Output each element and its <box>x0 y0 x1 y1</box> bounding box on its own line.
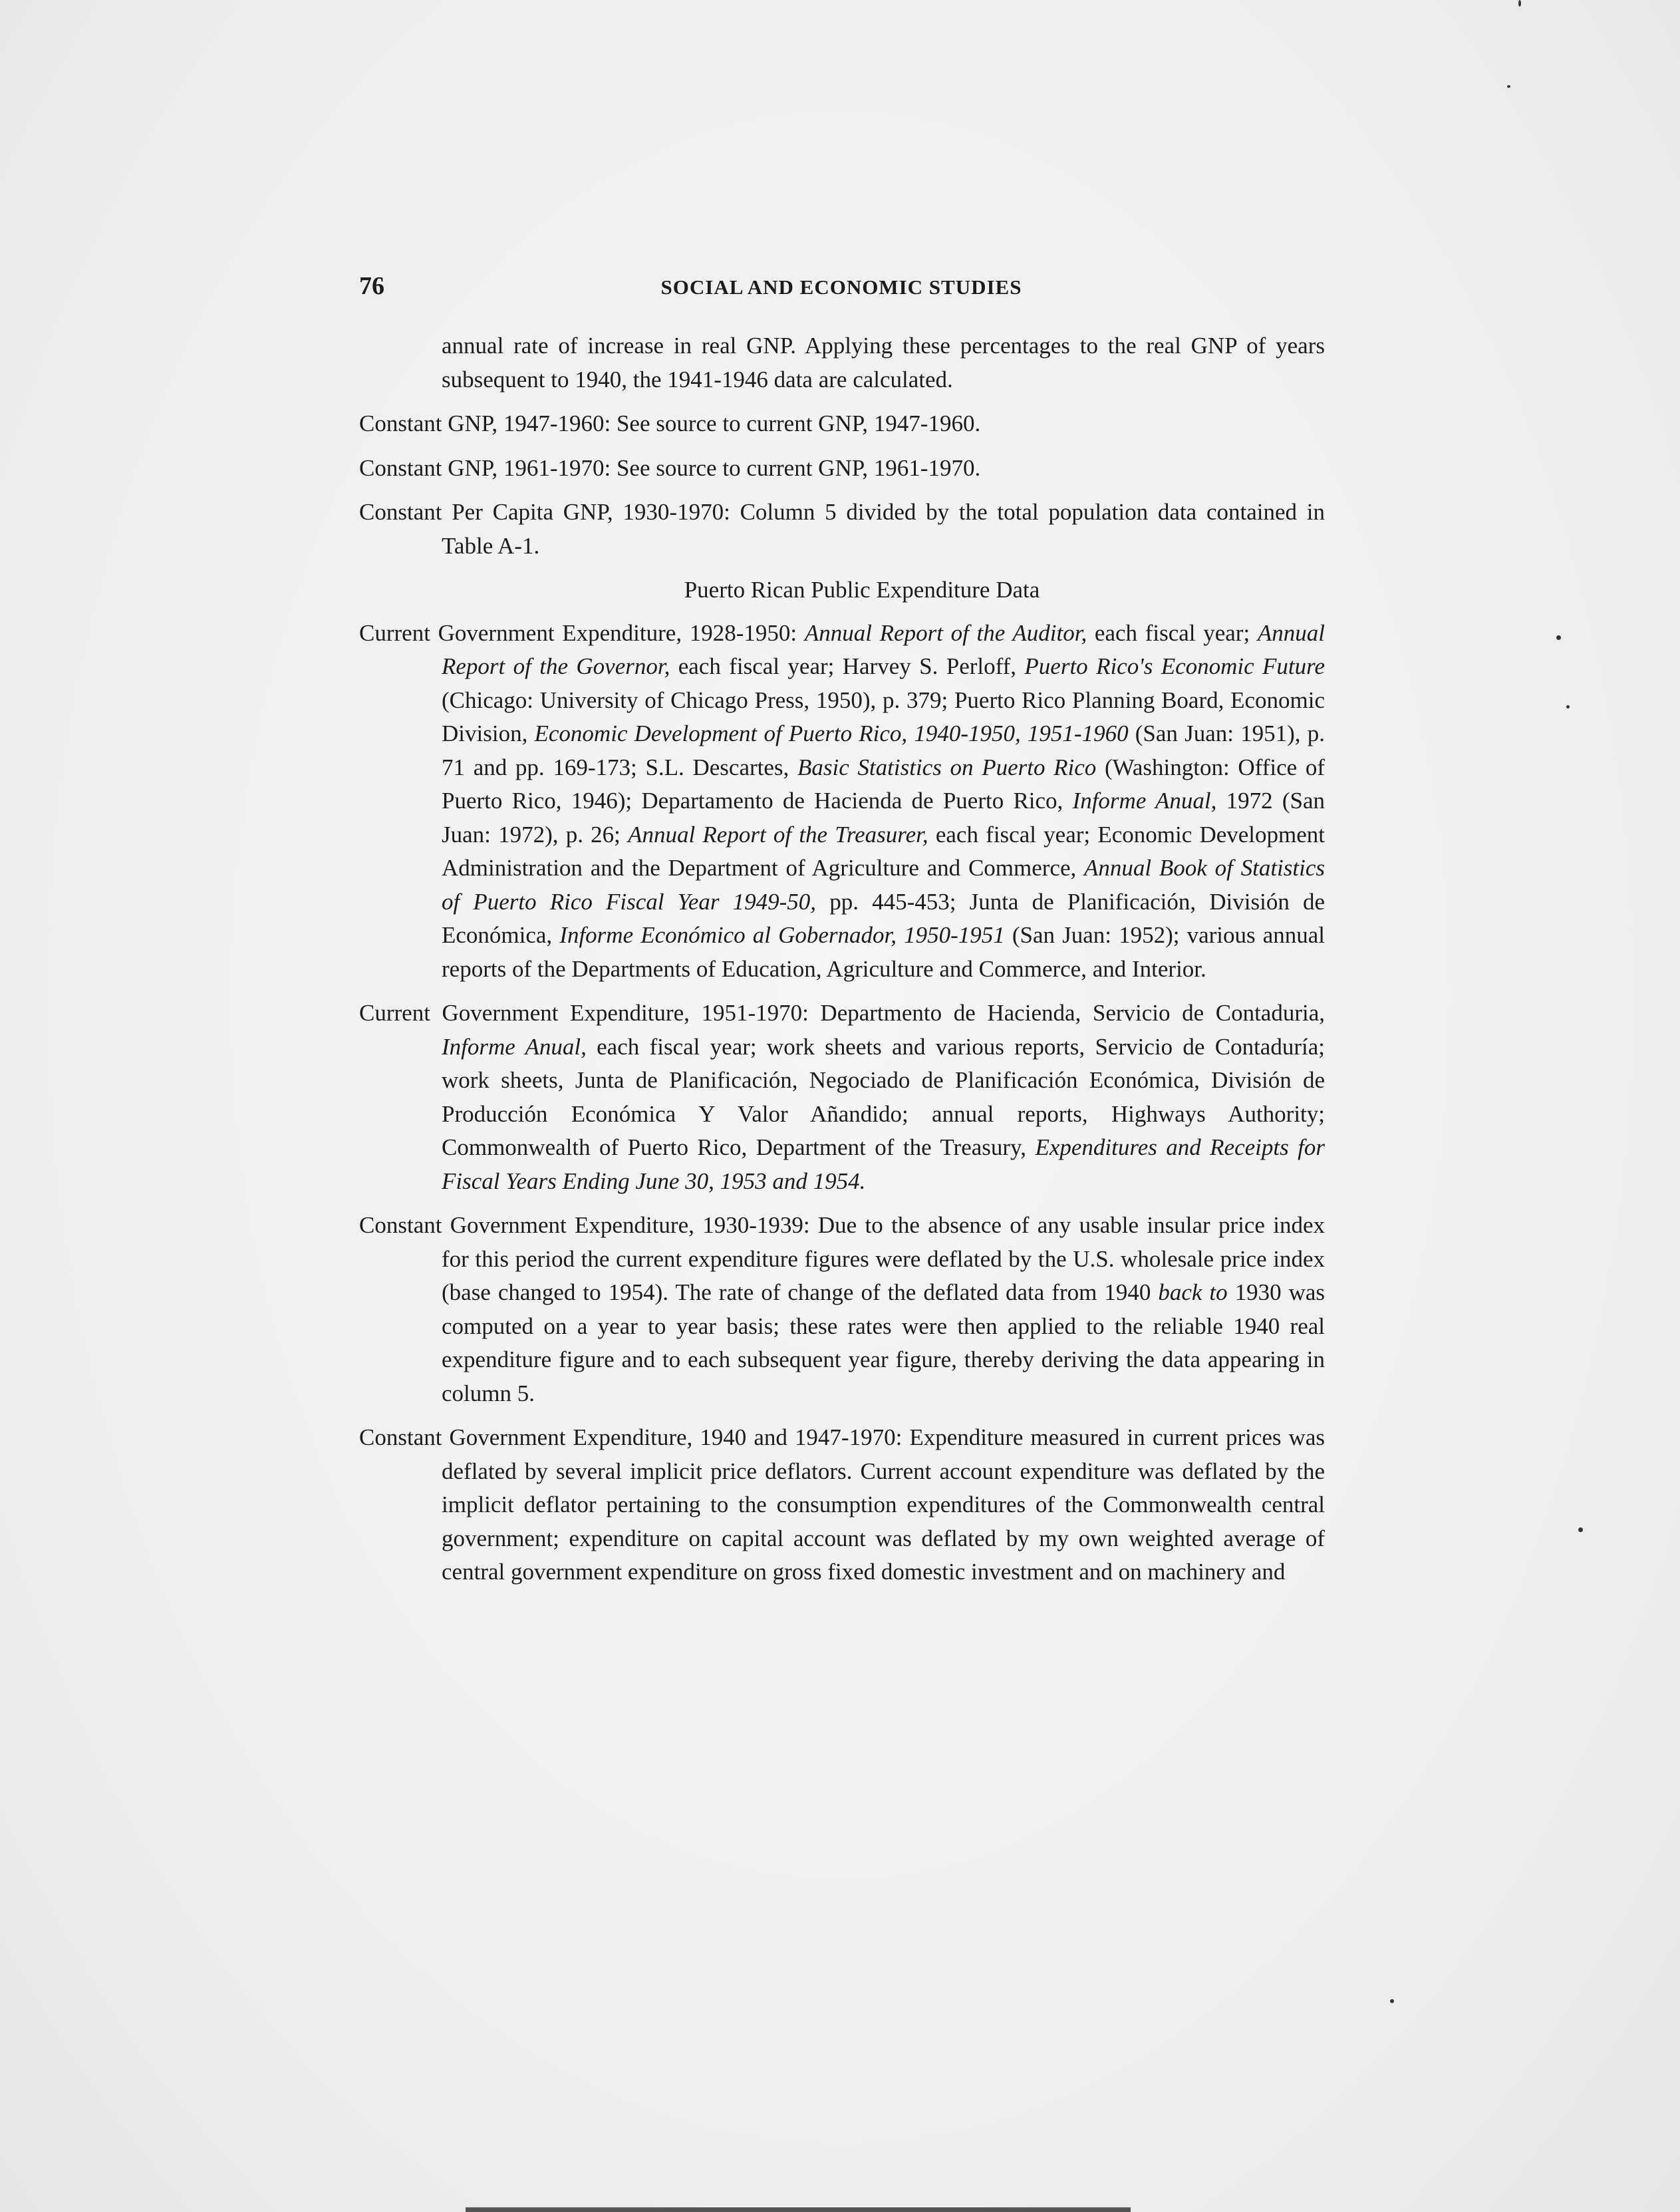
italic-title: Annual Report of the Treasurer, <box>628 821 928 848</box>
text-run: each fiscal year; <box>1087 619 1258 646</box>
body-text <box>359 329 1325 1600</box>
text-run: (San Juan: 1951), p. 71 and pp. 169-173; S.L. Descartes, <box>442 720 1325 780</box>
scan-speck <box>1556 635 1561 640</box>
italic-title: Annual Report of the Governor, <box>442 619 1325 679</box>
italic-title: Annual Book of Statistics of Puerto Rico Fiscal Year 1949-50, <box>442 855 1325 915</box>
source-entry: Constant GNP, 1961-1970: See source to current GNP, 1961-1970. <box>359 454 981 481</box>
text-run: each fiscal year; work sheets and various reports, Servicio de Contaduría; work sheets, Junta de Planificación, Negociado de Planificación Económica, División de Producción Económica Y Valor Añandido; annual reports, Highways Authority; Commonwealth of Puerto Rico, Department of the Treasury, <box>442 1033 1325 1160</box>
text-run: Current Government Expenditure, 1951-1970: Departmento de Hacienda, Servicio de Contaduria, <box>359 1000 1325 1026</box>
source-entry <box>359 997 1325 1198</box>
italic-title: Puerto Rico's Economic Future <box>1024 653 1325 679</box>
italic-title: Economic Development of Puerto Rico, 1940-1950, 1951-1960 <box>534 720 1129 746</box>
text-run: (Washington: Office of Puerto Rico, 1946); Departamento de Hacienda de Puerto Rico, <box>442 754 1325 814</box>
text-run: 1972 (San Juan: 1972), p. 26; <box>442 788 1325 848</box>
text-run: each fiscal year; Economic Development Administration and the Department of Agriculture and Commerce, <box>442 821 1325 881</box>
running-head <box>359 271 1324 305</box>
text-run: Constant Government Expenditure, 1930-1939: Due to the absence of any usable insular price index for this period the current expenditure figures were deflated by the U.S. wholesale price index (base changed to 1954). The rate of change of the deflated data from 1940 <box>359 1212 1325 1305</box>
source-entry <box>359 1209 1325 1410</box>
scan-speck <box>1507 85 1510 88</box>
page-number: 76 <box>359 272 384 300</box>
section-heading: Puerto Rican Public Expenditure Data <box>684 577 1040 603</box>
text-run: 1930 was computed on a year to year basis; these rates were then applied to the reliable 1940 real expenditure figure and to each subsequent year figure, thereby deriving the data appearing in column 5. <box>442 1279 1325 1406</box>
italic-title: Informe Anual, <box>442 1033 587 1060</box>
scan-speck <box>1518 0 1521 7</box>
text-run: (Chicago: University of Chicago Press, 1950), p. 379; Puerto Rico Planning Board, Economic Division, <box>442 687 1325 746</box>
text-run: (San Juan: 1952); various annual reports of the Departments of Education, Agriculture and Commerce, and Interior. <box>442 922 1326 982</box>
text-run: Constant Government Expenditure, 1940 and 1947-1970: Expenditure measured in current prices was deflated by several implicit price deflators. Current account expenditure was deflated by the implicit deflator pertaining to the consumption expenditures of the Commonwealth central government; expenditure on capital account was deflated by my own weighted average of central government expenditure on gross fixed domestic investment and on machinery and <box>359 1424 1325 1585</box>
scan-speck <box>1566 705 1570 709</box>
page-bottom-edge <box>466 2207 1131 2212</box>
italic-title: Annual Report of the Auditor, <box>804 619 1087 646</box>
source-entry: Constant Per Capita GNP, 1930-1970: Column 5 divided by the total population data contained in Table A-1. <box>359 499 1325 559</box>
scan-speck <box>1390 1999 1394 2003</box>
text-run: Current Government Expenditure, 1928-1950: <box>359 619 805 646</box>
italic-title: Basic Statistics on Puerto Rico <box>797 754 1097 780</box>
italic-title: back to <box>1158 1279 1228 1305</box>
italic-title: Informe Económico al Gobernador, 1950-1951 <box>559 922 1005 948</box>
scan-speck <box>1578 1527 1583 1532</box>
text-run: each fiscal year; Harvey S. Perloff, <box>670 653 1025 679</box>
text-run: pp. 445-453; Junta de Planificación, División de Económica, <box>442 888 1325 948</box>
italic-title: Informe Anual, <box>1072 788 1217 814</box>
source-entry: Constant GNP, 1947-1960: See source to current GNP, 1947-1960. <box>359 410 981 436</box>
source-entry <box>359 617 1325 987</box>
continued-paragraph: annual rate of increase in real GNP. Applying these percentages to the real GNP of years subsequent to 1940, the 1941-1946 data are calculated. <box>442 333 1325 393</box>
italic-title: Expenditures and Receipts for Fiscal Years Ending June 30, 1953 and 1954. <box>442 1134 1326 1194</box>
source-entry <box>359 1421 1325 1589</box>
journal-title: SOCIAL AND ECONOMIC STUDIES <box>660 275 1022 299</box>
